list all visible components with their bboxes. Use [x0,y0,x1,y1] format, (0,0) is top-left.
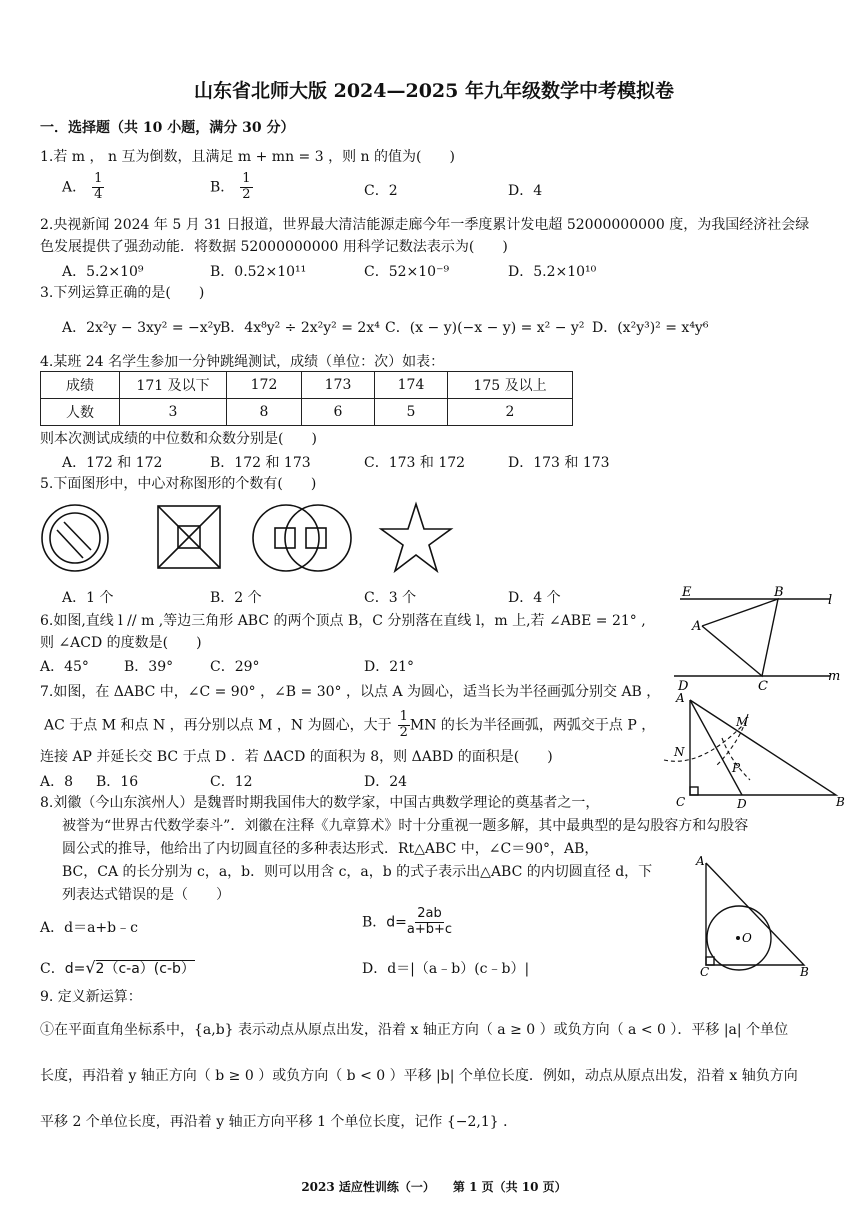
table-cell: 人数 [41,399,120,426]
q1-option-b: B． $\frac{1}{2}$ [210,171,251,202]
page-footer: 2023 适应性训练（一） 第 1 页（共 10 页） [301,1180,567,1194]
q4-option-c: C．173 和 172 [364,455,466,471]
label-m: m [828,669,841,684]
q4-stem: 4.某班 24 名学生参加一分钟跳绳测试，成绩（单位：次）如表： [40,354,445,370]
table-cell: 173 [302,372,375,399]
q7-line1: 7.如图，在 ΔABC 中，∠C = 90° ，∠B = 30° ，以点 A 为圆心，适当长为半径画弧分别交 AB ， [40,684,661,700]
q7-option-d: D．24 [364,774,408,790]
section-heading: 一．选择题（共 10 小题，满分 30 分） [40,120,295,136]
q2-option-a: A．5.2×10⁹ [62,264,144,280]
table-cell: 2 [448,399,573,426]
q8-figure [694,853,824,979]
table-cell: 172 [227,372,302,399]
q3-option-a: A．2x²y − 3xy² = −x²y [62,320,222,336]
q9-paragraph-2: 长度，再沿着 y 轴正方向（ b ≥ 0 ）或负方向（ b < 0 ）平移 |b| 个单位长度．例如，动点从原点出发，沿着 x 轴负方向 [40,1068,798,1084]
label-c: C [676,795,686,809]
q6-line2: 则 ∠ACD 的度数是( ) [40,635,202,651]
q1-stem: 1.若 m ， n 互为倒数，且满足 m + mn = 3 ，则 n 的值为( ) [40,149,455,165]
q9-paragraph-1: ①在平面直角坐标系中，{a,b} 表示动点从原点出发，沿着 x 轴正方向（ a ≥ 0 ）或负方向（ a < 0 ）．平移 |a| 个单位 [40,1022,789,1038]
q6-figure [670,582,860,694]
label-p: P [732,761,741,775]
q4-option-d: D．173 和 173 [508,455,610,471]
q5-figures [36,500,466,580]
q3-stem: 3.下列运算正确的是( ) [40,285,205,301]
q7-option-a: A．8 [40,774,74,790]
label-b: B [774,585,784,600]
q2-option-b: B．0.52×10¹¹ [210,264,307,280]
q2-option-d: D．5.2×10¹⁰ [508,264,597,280]
q5-stem: 5.下面图形中，中心对称图形的个数有( ) [40,476,317,492]
label-c: C [758,679,768,694]
q1-option-c: C．2 [364,183,398,199]
table-cell: 3 [120,399,227,426]
table-cell: 8 [227,399,302,426]
pinwheel-square-figure [158,506,220,568]
q1-option-a: A． $\frac{1}{4}$ [62,171,103,202]
q6-option-a: A．45° [40,659,89,675]
q3-option-d: D．(x²y³)² = x⁴y⁶ [592,320,709,336]
label-b: B [836,795,845,809]
table-row [41,372,573,399]
label-e: E [682,585,692,600]
table-cell: 174 [375,372,448,399]
two-coins-figure [253,505,351,571]
table-cell: 6 [302,399,375,426]
q5-option-a: A．1 个 [62,590,114,606]
q5-option-d: D．4 个 [508,590,561,606]
label-o: O [742,931,752,945]
score-table [40,371,573,426]
label-b: B [800,965,809,979]
table-cell: 175 及以上 [448,372,573,399]
label-m: M [736,715,749,729]
q9-stem: 9. 定义新运算： [40,989,142,1005]
center-point [736,936,740,940]
q4-option-b: B．172 和 173 [210,455,311,471]
label-c: C [700,965,710,979]
label-l: l [828,593,833,608]
q3-option-c: C．(x − y)(−x − y) = x² − y² [385,320,585,336]
q2-line1: 2.央视新闻 2024 年 5 月 31 日报道，世界最大清洁能源走廊今年一季度累计发电超 52000000000 度，为我国经济社会绿 [40,217,810,233]
q3-option-b: B．4x⁸y² ÷ 2x²y² = 2x⁴ [220,320,380,336]
circle-slash-figure [42,505,108,571]
q8-line2: 被誉为“世界古代数学泰斗”．刘徽在注释《九章算术》时十分重视一题多解，其中最典型的是勾股容方和勾股容 [62,818,749,834]
q7-figure [660,690,860,812]
q1-option-d: D．4 [508,183,543,199]
q6-option-c: C．29° [210,659,260,675]
q7-option-b: B．16 [96,774,139,790]
q8-line5: 列表达式错误的是（ ） [62,887,230,903]
label-n: N [674,745,685,759]
table-cell: 171 及以下 [120,372,227,399]
q7-option-c: C．12 [210,774,253,790]
q8-line1: 8.刘徽（今山东滨州人）是魏晋时期我国伟大的数学家，中国古典数学理论的奠基者之一， [40,795,600,811]
q8-line4: BC，CA 的长分别为 c，a，b．则可以用含 c，a，b 的式子表示出△ABC 的内切圆直径 d，下 [62,864,653,880]
q4-question: 则本次测试成绩的中位数和众数分别是( ) [40,431,317,447]
q8-option-c: C．d=√2（c-a）(c-b） [40,958,195,977]
q7-line3: 连接 AP 并延长交 BC 于点 D ．若 ΔACD 的面积为 8，则 ΔABD 的面积是( ) [40,749,553,765]
q6-line1: 6.如图,直线 l // m ,等边三角形 ABC 的两个顶点 B，C 分别落在直线 l，m 上,若 ∠ABE = 21° , [40,613,646,629]
q2-option-c: C．52×10⁻⁹ [364,264,450,280]
q6-option-b: B．39° [124,659,174,675]
q5-option-b: B．2 个 [210,590,262,606]
q4-option-a: A．172 和 172 [62,455,163,471]
q7-line2: AC 于点 M 和点 N ，再分别以点 M ，N 为圆心，大于 $\frac{1}{2}$ MN 的长为半径画弧，两弧交于点 P ， [44,709,656,740]
star-figure [381,504,451,571]
label-d: D [737,797,747,811]
q8-option-a: A．d＝a+b﹣c [40,920,138,936]
q6-option-d: D．21° [364,659,415,675]
table-cell: 成绩 [41,372,120,399]
label-a: A [696,854,705,868]
q8-option-d: D．d＝|（a﹣b）(c﹣b）| [362,961,530,977]
q8-line3: 圆公式的推导，他给出了内切圆直径的多种表达形式．Rt△ABC 中，∠C＝90°，AB， [62,841,599,857]
table-row [41,399,573,426]
label-a: A [676,691,685,705]
label-d: D [678,679,689,694]
q9-paragraph-3: 平移 2 个单位长度，再沿着 y 轴正方向平移 1 个单位长度，记作 {−2,1} ． [40,1114,518,1130]
q8-option-b: B．d= $\frac{2ab}{a+b+c}$ [362,906,453,937]
label-a: A [692,619,702,634]
q5-option-c: C．3 个 [364,590,417,606]
q2-line2: 色发展提供了强劲动能．将数据 52000000000 用科学记数法表示为( ) [40,239,508,255]
table-cell: 5 [375,399,448,426]
page-title: 山东省北师大版 2024—2025 年九年级数学中考模拟卷 [194,80,674,102]
